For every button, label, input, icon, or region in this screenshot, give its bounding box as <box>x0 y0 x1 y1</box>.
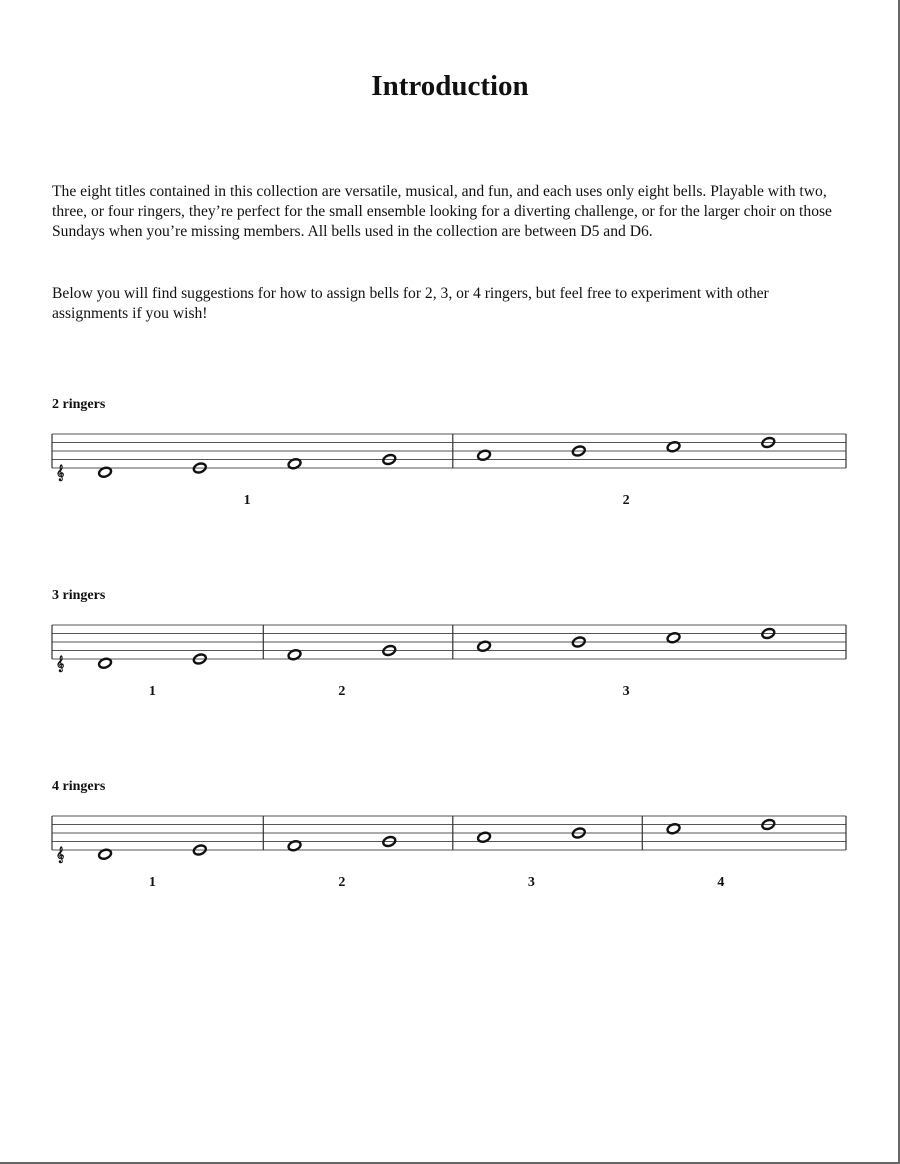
ringer-number: 1 <box>243 493 251 508</box>
staff-2-ringers <box>0 420 900 508</box>
ringer-number: 3 <box>527 875 535 890</box>
ringer-number: 2 <box>622 493 630 508</box>
staff-3-ringers <box>0 611 900 699</box>
ringer-number: 1 <box>148 684 156 699</box>
assignment-paragraph: Below you will find suggestions for how to assign bells for 2, 3, or 4 ringers, but feel free to experiment with other assignments if you wish! <box>52 285 769 322</box>
system-label-3-ringers: 3 ringers <box>52 588 106 603</box>
ringer-number: 2 <box>338 875 346 890</box>
staff-4-ringers <box>0 802 900 890</box>
system-label-4-ringers: 4 ringers <box>52 779 106 794</box>
ringer-number: 3 <box>622 684 630 699</box>
treble-clef-icon: 𝄞 <box>56 848 65 863</box>
ringer-number: 4 <box>717 875 725 890</box>
ringer-number: 2 <box>338 684 346 699</box>
intro-paragraph: The eight titles contained in this collection are versatile, musical, and fun, and each uses only eight bells. Playable with two, three, or four ringers, they’re perfect for the small ensemble looking for a diverting challenge, or for the larger choir on those Sundays when you’re missing members. All bells used in the collection are between D5 and D6. <box>52 183 832 240</box>
ringer-number: 1 <box>148 875 156 890</box>
system-label-2-ringers: 2 ringers <box>52 397 106 412</box>
page-title: Introduction <box>371 70 529 102</box>
treble-clef-icon: 𝄞 <box>56 657 65 672</box>
treble-clef-icon: 𝄞 <box>56 466 65 481</box>
